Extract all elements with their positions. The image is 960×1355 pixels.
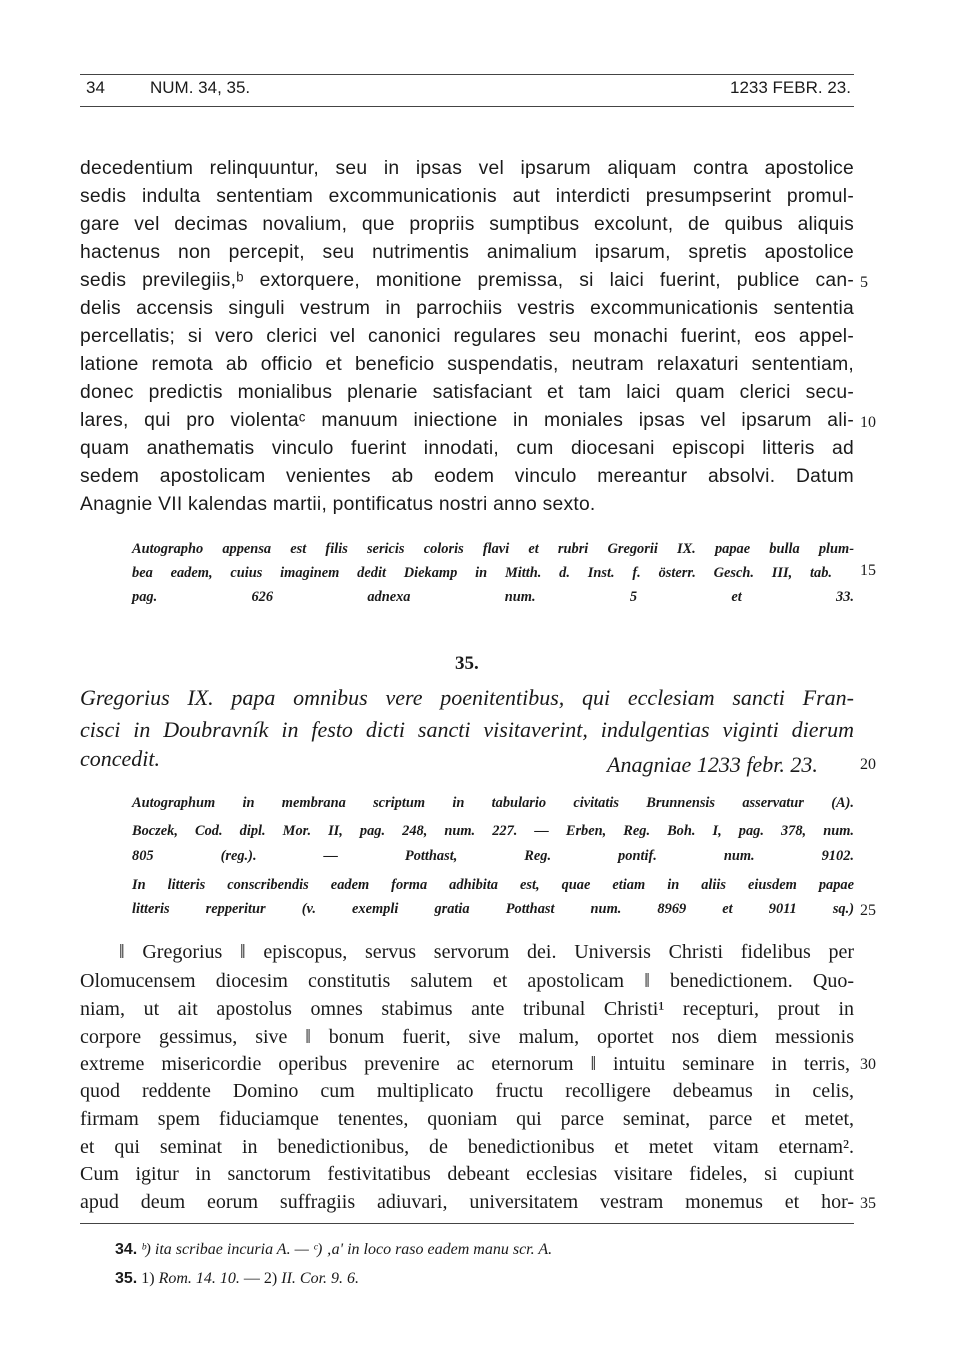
footnote-reference: Rom. 14. 10. xyxy=(158,1270,240,1287)
text-line: apud deum eorum suffragiis adiuvari, universitatem vestram monemus et hor- xyxy=(80,1191,854,1213)
text-line: et qui seminat in benedictionibus, de benedictionibus et metet vitam eternam². xyxy=(80,1136,854,1158)
text-line: Cum igitur in sanctorum festivitatibus debeant ecclesias visitare fideles, si cupiunt xyxy=(80,1163,854,1185)
place-date: Anagniae 1233 febr. 23. xyxy=(607,752,818,777)
tradition-line: Boczek, Cod. dipl. Mor. II, pag. 248, num. 227. — Erben, Reg. Boh. I, pag. 378, num. xyxy=(132,823,854,839)
text-line: gare vel decimas novalium, que propriis sumptibus excolunt, de quibus aliquis xyxy=(80,214,854,235)
header-rule-bottom xyxy=(80,106,854,107)
margin-line-number: 20 xyxy=(860,756,876,773)
text-line: sedis indulta sententiam excommunicationis aut interdicti presumpserint promul- xyxy=(80,186,854,207)
margin-line-number: 15 xyxy=(860,562,876,579)
text-line: hactenus non percepit, seu nutrimentis animalium ipsarum, spretis apostolice xyxy=(80,242,854,263)
text-line: latione remota ab officio et beneficio suspendatis, neutram relaxaturi sententiam, xyxy=(80,354,854,375)
footnote-label: 35. xyxy=(115,1270,138,1287)
margin-line-number: 30 xyxy=(860,1056,876,1073)
margin-line-number: 5 xyxy=(860,274,868,291)
regest-line: Gregorius IX. papa omnibus vere poenitentibus, qui ecclesiam sancti Fran- xyxy=(80,685,854,710)
text-line: sedem apostolicam venientes ab eodem vinculo mereantur absolvi. Datum xyxy=(80,466,854,487)
header-date: 1233 FEBR. 23. xyxy=(730,78,851,97)
text-line: Olomucensem diocesim constitutis salutem et apostolicam ‖ benedictionem. Quo- xyxy=(80,970,854,992)
footnote-separator: — 2) xyxy=(239,1270,282,1287)
footnote-rule xyxy=(80,1223,854,1224)
text-line: delis accensis singuli vestrum in parrochiis vestris excommunicationis sententia xyxy=(80,298,854,319)
document-numbers: NUM. 34, 35. xyxy=(150,78,251,97)
text-line: corpore gessimus, sive ‖ bonum fuerit, sive malum, oportet nos diem messionis xyxy=(80,1026,854,1048)
footnote-label: 34. xyxy=(115,1241,138,1258)
regest-end: concedit. xyxy=(80,746,161,771)
tradition-line: bea eadem, cuius imaginem dedit Diekamp in Mitth. d. Inst. f. österr. Gesch. III, tab. xyxy=(132,565,832,581)
margin-line-number: 35 xyxy=(860,1195,876,1212)
remark-line: litteris repperitur (v. exempli gratia Potthast num. 8969 et 9011 sq.) xyxy=(132,901,854,917)
text-line: ‖ Gregorius ‖ episcopus, servus servorum dei. Universis Christi fidelibus per xyxy=(119,941,854,963)
margin-line-number: 25 xyxy=(860,902,876,919)
text-line: percellatis; si vero clerici vel canonici regulares seu monachi fuerint, eos appel- xyxy=(80,326,854,347)
footnote-35 xyxy=(115,1270,359,1288)
footnote-34 xyxy=(115,1241,552,1259)
tradition-line: Autographo appensa est filis sericis coloris flavi et rubri Gregorii IX. papae bulla plum- xyxy=(132,541,854,557)
text-line: Anagnie VII kalendas martii, pontificatus nostri anno sexto. xyxy=(80,494,596,515)
tradition-line: 805 (reg.). — Potthast, Reg. pontif. num. 9102. xyxy=(132,848,854,864)
text-line: decedentium relinquuntur, seu in ipsas vel ipsarum aliquam contra apostolice xyxy=(80,158,854,179)
document-35-number: 35. xyxy=(455,653,479,674)
tradition-line: pag. 626 adnexa num. 5 et 33. xyxy=(132,589,854,605)
text-line: extreme misericordie operibus prevenire ac eternorum ‖ intuitu seminare in terris, xyxy=(80,1053,850,1075)
page-number: 34 xyxy=(86,78,105,97)
tradition-line: Autographum in membrana scriptum in tabulario civitatis Brunnensis asservatur (A). xyxy=(132,795,854,811)
margin-line-number: 10 xyxy=(860,414,876,431)
text-line: sedis previlegiis,ᵇ extorquere, monitione premissa, si laici fuerint, publice can- xyxy=(80,270,854,291)
regest-line: cisci in Doubravník in festo dicti sancti visitaverint, indulgentias viginti dierum xyxy=(80,717,854,742)
text-line: quam anathematis vinculo fuerint innodati, cum diocesani episcopi litteris ad xyxy=(80,438,854,459)
header-rule-top xyxy=(80,74,854,75)
text-line: quod reddente Domino cum multiplicato fructu recolligere debeamus in celis, xyxy=(80,1080,854,1102)
footnote-number: 1) xyxy=(141,1270,159,1287)
text-line: lares, qui pro violentaᶜ manuum iniectione in moniales ipsas vel ipsarum ali- xyxy=(80,410,854,431)
text-line: niam, ut ait apostolus omnes stabimus ante tribunal Christi¹ recepturi, prout in xyxy=(80,998,854,1020)
text-line: firmam spem fiduciamque tenentes, quoniam qui parce seminat, parce et metet, xyxy=(80,1108,854,1130)
text-line: donec predictis monialibus plenarie satisfaciant et tam laici quam clerici secu- xyxy=(80,382,854,403)
footnote-reference: II. Cor. 9. 6. xyxy=(281,1270,360,1287)
footnote-text: ᵇ) ita scribae incuria A. — ᶜ) ‚a' in loco raso eadem manu scr. A. xyxy=(141,1241,553,1258)
remark-line: In litteris conscribendis eadem forma adhibita est, quae etiam in aliis eiusdem papae xyxy=(132,877,854,893)
